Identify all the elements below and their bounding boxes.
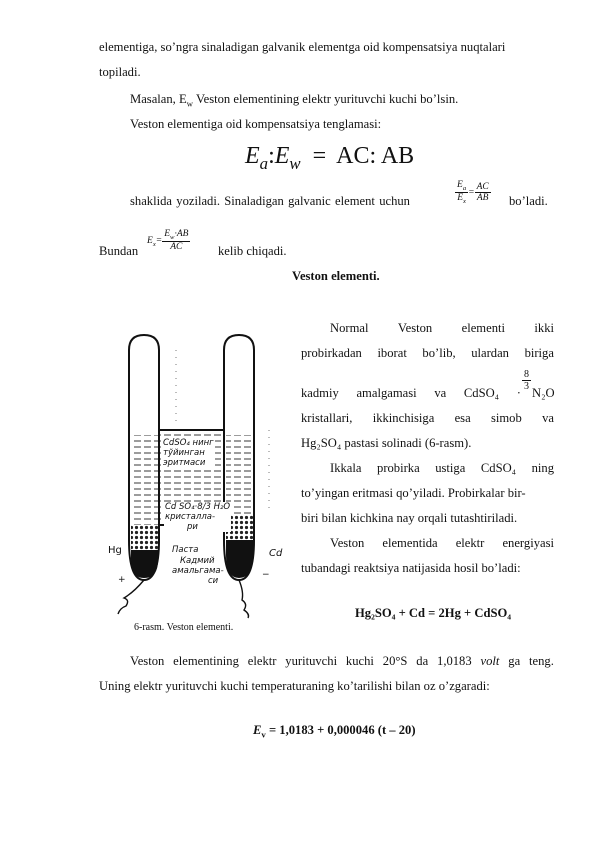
mercury: [131, 550, 158, 578]
paragraph-line: Bundan: [99, 244, 139, 258]
cd-label: Cd: [269, 548, 283, 559]
paragraph-line: to’yingan eritmasi qo’yiladi. Probirkalar bir-: [301, 486, 526, 500]
amalgam-label: Кадмий амальгама- си: [172, 556, 224, 586]
paragraph-line: Veston elementiga oid kompensatsiya tenglamasi:: [130, 117, 382, 131]
word: yoziladi.: [176, 194, 220, 208]
paragraph-line: kristallari, ikkinchisiga esa simob va: [301, 411, 554, 425]
subscript: x: [152, 240, 156, 248]
main-equation: [245, 143, 414, 174]
crystal-label: Cd SO₄·8/3 H₂O кристалла- ри: [165, 502, 231, 532]
text: Veston elementining elektr yurituvchi kuchi bo’lsin.: [193, 92, 459, 106]
fraction: $\frac{AC}{AB}$: [476, 181, 489, 204]
word: element: [335, 194, 375, 208]
paragraph-line: Normal Veston elementi ikki: [330, 321, 554, 335]
paragraph-line: kadmiy amalgamasi va CdSO₄ ·: [301, 386, 521, 400]
plus-terminal: +: [118, 575, 126, 585]
formula-text: N₂O: [532, 386, 555, 400]
fraction: $\frac{E_w\cdot AB}{AC}$: [164, 229, 189, 253]
symbol: E: [245, 143, 260, 169]
paragraph-line: Veston elementining elektr yurituvchi kuchi 20°S da 1,0183 volt ga teng.: [130, 654, 554, 668]
word: galvanic: [288, 194, 331, 208]
paragraph-line: Hg₂SO₄ pastasi solinadi (6-rasm).: [301, 436, 472, 450]
subscript: a: [259, 153, 269, 173]
paragraph-line: Uning elektr yurituvchi kuchi temperaturaning ko’tarilishi bilan oz o’zgaradi:: [99, 679, 490, 693]
cadmium-amalgam: [226, 540, 253, 578]
paragraph-line: [130, 194, 410, 209]
word: Sinaladigan: [224, 194, 284, 208]
symbol: E: [147, 236, 153, 246]
minus-terminal: −: [262, 570, 270, 580]
fraction: $\frac{E_a}{E_x}$: [457, 180, 467, 206]
paragraph-line-end: bo’ladi.: [509, 194, 548, 208]
text: elementiga, so’ngra sinaladigan galvanik elementga oid kompensatsiya nuqtalari: [99, 40, 506, 54]
final-formula: $E_v = 1,0183 + 0,000046$ (t – 20): [253, 723, 416, 740]
paragraph-line: Veston elementida elektr energiyasi: [330, 536, 554, 550]
ex-formula: [147, 229, 190, 253]
paragraph-line: [130, 92, 458, 109]
paragraph-line: kelib chiqadi.: [218, 244, 287, 258]
equation-rhs: AC: AB: [336, 143, 415, 169]
ratio-formula: [455, 180, 491, 205]
figure-caption: 6-rasm. Veston elementi.: [134, 622, 234, 633]
paragraph-line: tubandagi reaktsiya natijasida hosil bo’ladi:: [301, 561, 521, 575]
section-title: Veston elementi.: [292, 269, 380, 283]
subscript: w: [186, 98, 194, 109]
reaction-equation: Hg₂SO₄ + Cd = 2Hg + CdSO₄: [355, 606, 512, 620]
left-wire: [118, 580, 144, 614]
right-wire: [239, 580, 249, 618]
coefficient-fraction: $\frac{8}{3}$: [524, 369, 529, 392]
paste-label: Паста: [172, 545, 199, 555]
colon: :: [268, 143, 275, 169]
paragraph-line: probirkadan iborat bo’lib, ulardan biriga: [301, 346, 554, 360]
solution-label: CdSO₄ нинг тўйинган эритмаси: [163, 438, 214, 468]
equals: =: [312, 143, 327, 169]
paragraph-line: Ikkala probirka ustiga CdSO₄ ning: [330, 461, 554, 475]
paragraph-line: [99, 40, 555, 55]
paste-layer: [131, 525, 158, 550]
text: Masalan, E: [130, 92, 187, 106]
paragraph-line: biri bilan kichkina nay orqali tutashtiriladi.: [301, 511, 518, 525]
equals: =: [155, 236, 163, 246]
word: uchun: [379, 194, 410, 208]
equals: =: [468, 187, 475, 198]
word: shaklida: [130, 194, 172, 208]
symbol: E: [274, 143, 290, 169]
paragraph-line: topiladi.: [99, 65, 141, 79]
hg-label: Hg: [108, 545, 122, 556]
subscript: w: [289, 153, 301, 173]
